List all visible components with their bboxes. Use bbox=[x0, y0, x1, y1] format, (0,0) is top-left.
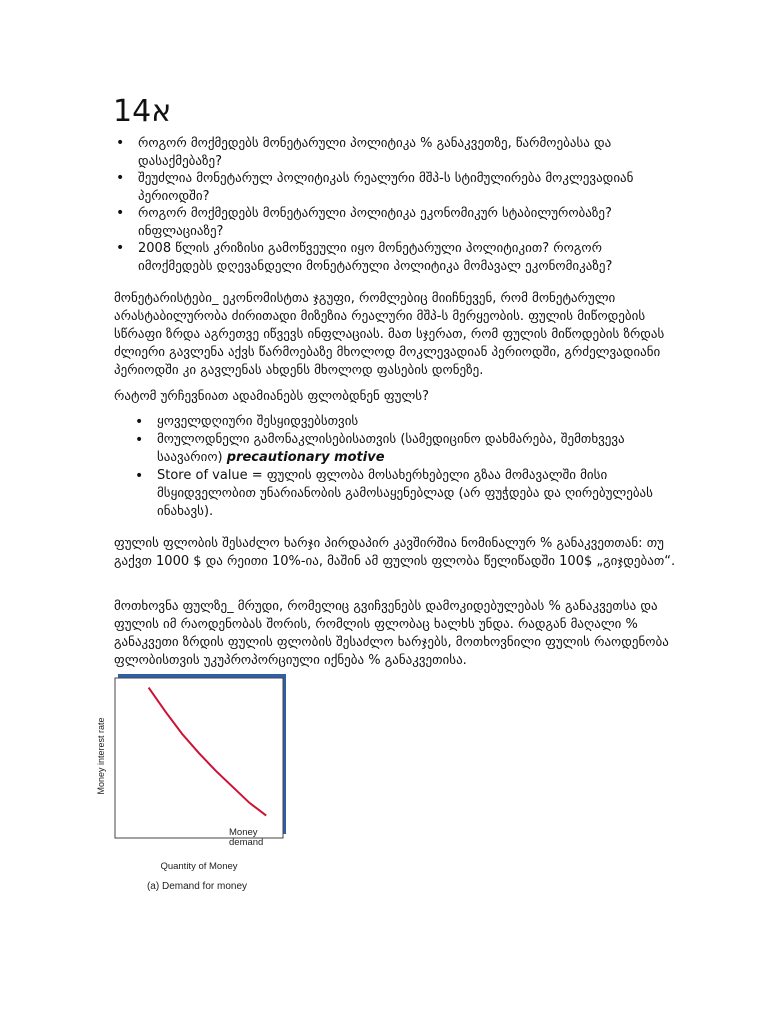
reason-emphasis: precautionary motive bbox=[226, 450, 385, 465]
reason-text: Store of value = ფულის ფლობა მოსახერხებელი გზაა მომავალში მისი მსყიდველობით უნარიანობის გამოსაყენებლად (არ ფუჭდება და ღირებულებას ინახავს). bbox=[157, 468, 653, 519]
list-item bbox=[133, 431, 673, 467]
question-why: რატომ ურჩევნიათ ადამიანებს ფლობდნენ ფულს? bbox=[114, 389, 429, 404]
list-item: • შეუძლია მონეტარულ პოლიტიკას რეალური მშპ-ს სტიმულირება მოკლევადიან პერიოდში? bbox=[114, 170, 674, 205]
paragraph-monetarists: მონეტარისტები_ ეკონომისტთა ჯგუფი, რომლებიც მიიჩნევენ, რომ მონეტარული არასტაბილურობა ძირითადი მიზეზია რეალური მშპ-ს მერყეობის. ფულის მიწოდების სწრაფი ზრდა აგრეთვე იწვევს ინფლაციას. მათ სჯერათ, რომ ფულის მიწოდების ზრდას ძლიერი გავლენა აქვს წარმოებაზე მხოლოდ მოკლევადიან პერიოდში, გრძელვადიანი პერიოდში კი გავლენას ახდენს მხოლოდ ფასების დონეზე. bbox=[114, 291, 665, 378]
money-demand-chart bbox=[92, 670, 292, 900]
list-item: • როგორ მოქმედებს მონეტარული პოლიტიკა % განაკვეთზე, წარმოებასა და დასაქმებაზე? bbox=[114, 135, 674, 170]
section-heading bbox=[113, 94, 211, 129]
x-axis-label: Quantity of Money bbox=[160, 861, 238, 872]
reason-text: ყოველდღიური შესყიდვებსთვის bbox=[157, 414, 359, 429]
reasons-list bbox=[133, 413, 673, 521]
list-item: • როგორ მოქმედებს მონეტარული პოლიტიკა ეკონომიკურ სტაბილურობაზე? ინფლაციაზე? bbox=[114, 205, 674, 240]
money-demand-figure bbox=[92, 670, 292, 900]
y-axis-label: Money interest rate bbox=[96, 717, 106, 795]
figure-caption: (a) Demand for money bbox=[146, 881, 248, 892]
plot-frame bbox=[115, 678, 283, 838]
heading-glyph: א bbox=[151, 94, 172, 129]
paragraph-cost: ფულის ფლობის შესაძლო ხარჯი პირდაპირ კავშირშია ნომინალურ % განაკვეთთან: თუ გაქვთ 1000 $ და რეითი 10%-ია, მაშინ ამ ფულის ფლობა წელიწადში 100$ „გიჯდებათ“. bbox=[114, 536, 676, 569]
questions-list bbox=[114, 135, 674, 275]
list-item bbox=[133, 467, 673, 521]
list-item: • 2008 წლის კრიზისი გამოწვეული იყო მონეტარული პოლიტიკით? როგორ იმოქმედებს დღევანდელი მონეტარული პოლიტიკა მომავალ ეკონომიკაზე? bbox=[114, 240, 674, 275]
reason-text: მოულოდნელი გამონაკლისებისათვის (სამედიცინო დახმარება, შემთხვევა საავარიო) bbox=[157, 432, 625, 465]
paragraph-demand: მოთხოვნა ფულზე_ მრუდი, რომელიც გვიჩვენებს დამოკიდებულებას % განაკვეთსა და ფულის იმ რაოდენობას შორის, რომლის ფლობაც ხალხს უნდა. რადგან მაღალი % განაკვეთი ზრდის ფულის ფლობის შესაძლო ხარჯებს, მოთხოვნილი ფულის რაოდენობა ფლობისთვის უკუპროპორციული იქნება % განაკვეთისა. bbox=[114, 599, 669, 668]
list-item bbox=[133, 413, 673, 431]
heading-number: 14 bbox=[113, 94, 152, 129]
series-label: Money demand bbox=[229, 827, 264, 848]
